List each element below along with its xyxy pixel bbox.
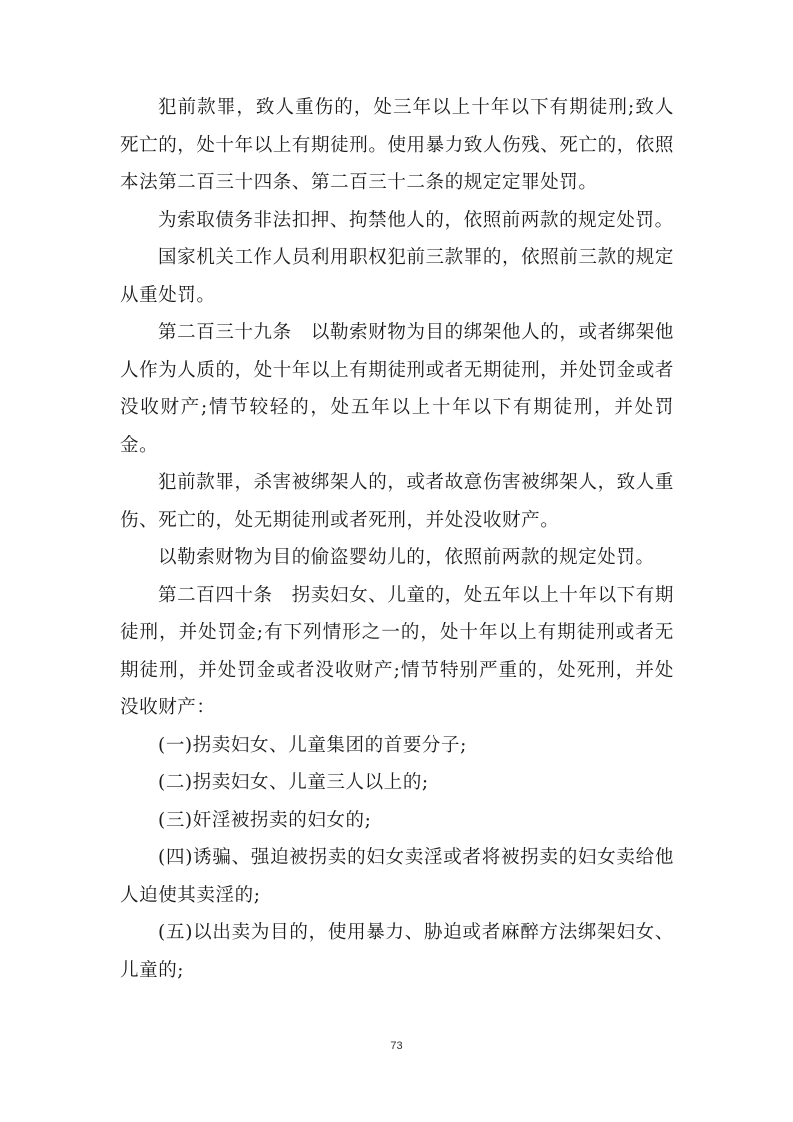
list-item-3: (三)奸淫被拐卖的妇女的; xyxy=(158,809,372,831)
paragraph-3: 国家机关工作人员利用职权犯前三款罪的，依照前三款的规定从重处罚。 xyxy=(120,247,674,306)
list-item-2: (二)拐卖妇女、儿童三人以上的; xyxy=(158,772,429,793)
paragraph-5: 犯前款罪，杀害被绑架人的，或者故意伤害被绑架人，致人重伤、死亡的，处无期徒刑或者死刑，并处没收财产。 xyxy=(120,472,674,531)
paragraph-article-239: 第二百三十九条 以勒索财物为目的绑架他人的，或者绑架他人作为人质的，处十年以上有期徒刑或者无期徒刑，并处罚金或者没收财产;情节较轻的，处五年以上十年以下有期徒刑，并处罚金。 xyxy=(120,322,674,456)
body-text xyxy=(120,89,674,989)
paragraph-article-240: 第二百四十条 拐卖妇女、儿童的，处五年以上十年以下有期徒刑，并处罚金;有下列情形之一的，处十年以上有期徒刑或者无期徒刑，并处罚金或者没收财产;情节特别严重的，处死刑，并处没收财产： xyxy=(120,584,674,718)
list-item-4: (四)诱骗、强迫被拐卖的妇女卖淫或者将被拐卖的妇女卖给他人迫使其卖淫的; xyxy=(120,847,674,906)
list-item-5: (五)以出卖为目的，使用暴力、胁迫或者麻醉方法绑架妇女、儿童的; xyxy=(120,922,674,981)
paragraph-2: 为索取债务非法扣押、拘禁他人的，依照前两款的规定处罚。 xyxy=(158,209,674,231)
page-number: 73 xyxy=(390,1040,403,1052)
paragraph-1: 犯前款罪，致人重伤的，处三年以上十年以下有期徒刑;致人死亡的，处十年以上有期徒刑。使用暴力致人伤残、死亡的，依照本法第二百三十四条、第二百三十二条的规定定罪处罚。 xyxy=(120,97,674,193)
list-item-1: (一)拐卖妇女、儿童集团的首要分子; xyxy=(158,734,467,756)
paragraph-6: 以勒索财物为目的偷盗婴幼儿的，依照前两款的规定处罚。 xyxy=(158,547,655,568)
